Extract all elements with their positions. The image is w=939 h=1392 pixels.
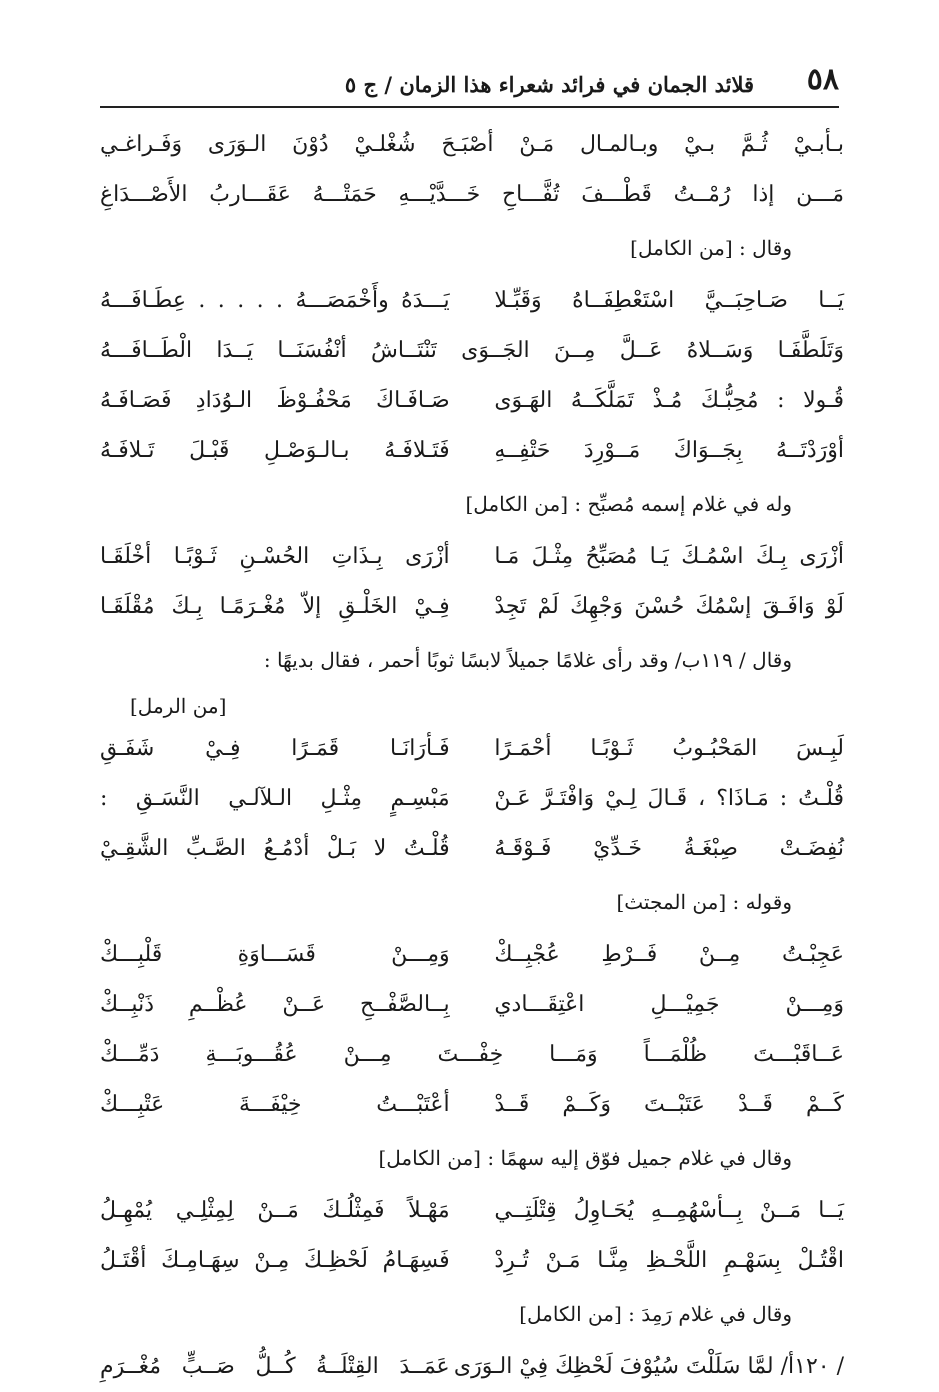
verse-full: وَتَلَطَّفَـا وَسَــلاهُ عَــلَّ مِــنَ الجَــوَى تَنْتَــاشُ أنْفُسَنَــا يَــدَا الْطَــافَـــهُ <box>100 338 844 363</box>
verse-line <box>100 170 844 220</box>
verse-first-hemistich: وَمِـــنْ جَمِيْـــلِ اعْتِقَـــادي <box>494 992 844 1017</box>
verse-second-hemistich: مَهْـلاً فَمِثْلُـكَ مَــنْ لِمِثْلِـي يُمْهِـلُ <box>100 1198 450 1223</box>
verse-line <box>100 1080 844 1130</box>
verse-second-hemistich: صَـافَـاكَ مَحْفُـوْظَ الـوُدَادِ فَصَـافَـهُ <box>100 388 450 413</box>
verse-first-hemistich: / ١٢٠أ/ لمَّا سَلَلْتَ سُيُوْفَ لَحْظِكَ فِيْ الـوَرَى <box>453 1354 844 1379</box>
verse-second-hemistich: قُلْـتُ لا بَـلْ أدْمُـعُ الصَّـبِّ الشَّقِـيْ <box>100 836 450 861</box>
poem-intro: وله في غلام إسمه مُصبِّح : [من الكامل] <box>465 492 792 516</box>
poem-intro: وقال / ١١٩ب/ وقد رأى غلامًا جميلاً لابسًا ثوبًا أحمر ، فقال بديهًا : <box>263 648 792 672</box>
verse-full: مَـــن إذا رُمْــتُ قَطْـــفَ تُفَّـــاحِ خَـــدَّيْـــهِ حَمَتْـــهُ عَقَـــاربُ الأَصْـــدَاغِ <box>100 182 844 207</box>
verse-line <box>100 326 844 376</box>
verse-line <box>100 1186 844 1236</box>
verse-second-hemistich: فَتَـلافَـهُ بـالـوَصْـلِ قَبْـلَ تَـلافَـهُ <box>100 438 450 463</box>
verse-second-hemistich: أزْرَى بِـذَاتِ الحُسْـنِ ثَـوْبًـا أخْلَقَـا <box>100 544 450 569</box>
poem-intro: وقال في غلام رَمِدَ : [من الكامل] <box>519 1302 792 1326</box>
verse-line <box>100 1030 844 1080</box>
verse-line <box>100 980 844 1030</box>
verse-line <box>100 824 844 874</box>
verse-full: بـأبـيْ ثُـمَّ بـيْ وبـالمـال مَـنْ أصْبَـحَ شُغْلـيْ دُوْنَ الـوَرَى وَفَـراغـي <box>100 132 844 157</box>
verse-line <box>100 582 844 632</box>
verse-second-hemistich: بِــالصَّفْــحِ عَــنْ عُظْــمِ ذَنْبِــكْ <box>100 992 450 1017</box>
verse-second-hemistich: يَـــدَهُ وأَخْمَصَـــهُ . . . . . عِطَـافَـــهُ <box>100 288 450 313</box>
verse-first-hemistich: أوْرَدْتَــهُ بِجَــوَاكَ مَــوْرِدَ حَتْفِــهِ <box>494 438 844 463</box>
verse-line <box>100 774 844 824</box>
poem-block <box>100 476 844 632</box>
verse-line <box>100 532 844 582</box>
verse-first-hemistich: اقْتُـلْ بِسَهْـمِ اللَّحْـظِ مِنَّـا مَـنْ تُـرِدْ <box>494 1248 844 1273</box>
meter-label: [من الرمل] <box>130 694 227 718</box>
running-title: قلائد الجمان في فرائد شعراء هذا الزمان / ج ٥ <box>344 72 755 97</box>
verse-first-hemistich: لَبِـسَ المَحْبُـوبُ ثَـوْبًـا أحْمَـرًا <box>494 736 844 761</box>
verse-first-hemistich: نُفِضَـتْ صِبْغَـةُ خَـدِّيْ فَـوْقَـهُ <box>494 836 844 861</box>
poem-block <box>100 220 844 476</box>
page-number: ٥٨ <box>806 62 839 97</box>
page-body <box>100 120 844 1392</box>
verse-line <box>100 426 844 476</box>
verse-line <box>100 276 844 326</box>
page-header <box>100 62 839 108</box>
verse-line <box>100 120 844 170</box>
poem-block <box>100 1286 844 1392</box>
verse-first-hemistich: يَــا مَــنْ بِــأسْهُمِــهِ يُحَـاوِلُ قِتْلَتِــي <box>494 1198 844 1223</box>
verse-first-hemistich: قُـولا : مُحِبُّـكَ مُـذْ تَمَلَّكَــهُ الهَـوَى <box>494 388 844 413</box>
verse-second-hemistich: فَـأرَانَـا قَمَـرًا فِـيْ شَفَـقِ <box>100 736 450 761</box>
verse-first-hemistich: عَجِبْـتُ مِــنْ فَــرْطِ عُجْبِــكْ <box>494 942 844 967</box>
verse-second-hemistich: فَسِهَـامُ لَحْظِـكَ مِـنْ سِهَـامِـكَ أقْتَـلُ <box>100 1248 450 1273</box>
poem-block <box>100 874 844 1130</box>
verse-line <box>100 1342 844 1392</box>
verse-second-hemistich: مَبْسِـمٍ مِثْـلِ الـلآلـي النَّسَـقِ : <box>100 786 450 811</box>
poem-block <box>100 120 844 220</box>
poem-intro: وقال : [من الكامل] <box>630 236 792 260</box>
verse-first-hemistich: لَوْ وَافَـقَ إسْمُكَ حُسْنَ وَجْهِكَ لَمْ تَجِدْ <box>494 594 844 619</box>
verse-second-hemistich: عَمَــدَ القِتْلَــةُ كُــلُّ صَــبٍّ مُغْــرَمِ <box>100 1354 450 1379</box>
poem-block <box>100 632 844 874</box>
verse-first-hemistich: قُلْـتُ : مَـاذَا؟ ، قَـالَ لِـيْ وَافْتَـرَّ عَـنْ <box>494 786 844 811</box>
verse-full: عَــاقَبْـــتَ ظُلْمَـــاً وَمَـــا خِفْـــتَ مِـــنْ عُقُـــوبَـــةِ دَمِّـــكْ <box>100 1042 844 1067</box>
verse-first-hemistich: كَــمْ قَــدْ عَتَبْــتَ وَكَــمْ قَــدْ <box>494 1092 844 1117</box>
poem-intro: وقوله : [من المجتث] <box>616 890 792 914</box>
verse-line <box>100 724 844 774</box>
verse-line <box>100 376 844 426</box>
verse-line <box>100 1236 844 1286</box>
verse-second-hemistich: أعْتَبْـــتُ خِيْفَـــةَ عَتْبِـــكْ <box>100 1092 450 1117</box>
poem-intro: وقال في غلام جميل فوّق إليه سهمًا : [من الكامل] <box>378 1146 792 1170</box>
verse-first-hemistich: أزْرَى بِـكَ اسْمُـكَ يَـا مُصَبِّحُ مِثْـلَ مَـا <box>494 544 844 569</box>
verse-first-hemistich: يَــا صَـاحِبَــيَّ اسْتَعْطِفَــاهُ وَقَبِّـلا <box>494 288 844 313</box>
verse-second-hemistich: فِـيْ الخَلْـقِ إلاّ مُغْـرَمًـا بِـكَ مُقْلَقَـا <box>100 594 450 619</box>
poem-block <box>100 1130 844 1286</box>
verse-line <box>100 930 844 980</box>
verse-second-hemistich: وَمِـــنْ قَسَـــاوَةِ قَلْبِـــكْ <box>100 942 450 967</box>
